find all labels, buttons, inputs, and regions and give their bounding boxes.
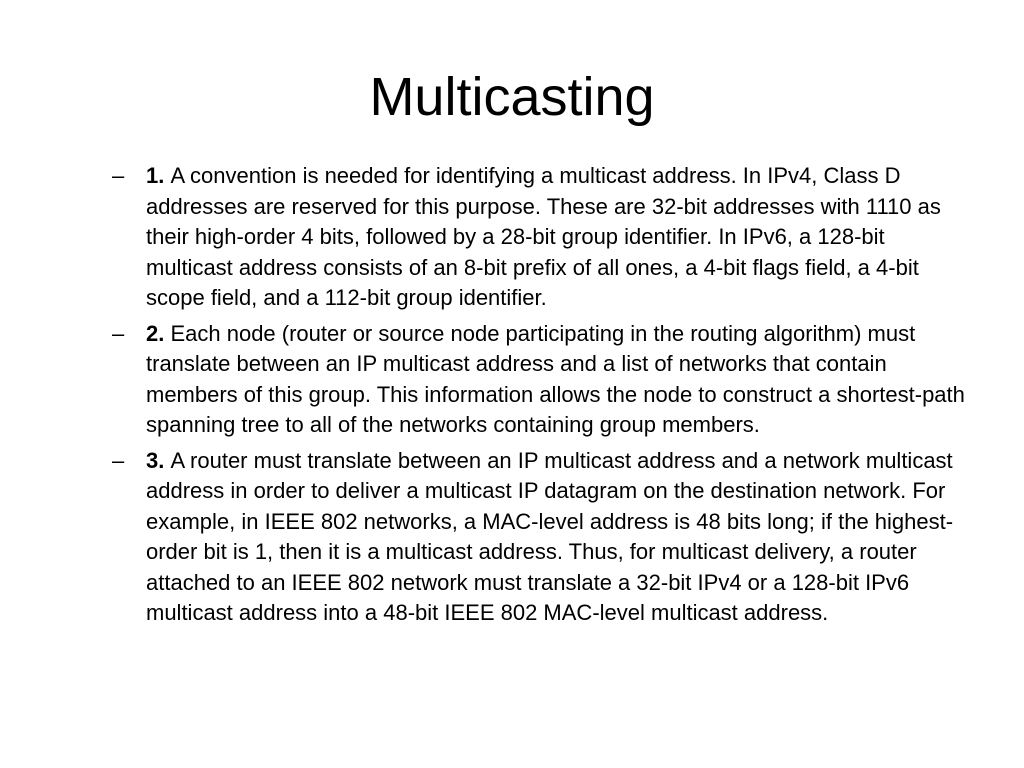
slide-title: Multicasting [369, 67, 655, 127]
bullet-item [112, 161, 972, 314]
bullet-item [112, 319, 972, 441]
bullet-dash: – [112, 447, 125, 473]
bullet-text: Each node (router or source node participating in the routing algorithm) must translate between an IP multicast address and a list of networks that contain members of this group. This information allows the node to construct a shortest-path spanning tree to all of the networks containing group members. [146, 320, 965, 437]
bullet-number: 2. [146, 320, 171, 346]
bullet-item [112, 446, 972, 629]
bullet-number: 1. [146, 163, 171, 188]
bullet-number: 3. [146, 447, 171, 473]
bullet-dash: – [112, 163, 125, 188]
bullet-list [112, 161, 972, 634]
bullet-dash: – [112, 320, 125, 346]
bullet-text: A convention is needed for identifying a multicast address. In IPv4, Class D addresses are reserved for this purpose. These are 32-bit addresses with 1110 as their high-order 4 bits, followed by a 28-bit group identifier. In IPv6, a 128-bit multicast address consists of an 8-bit prefix of all ones, a 4-bit flags field, a 4-bit scope field, and a 112-bit group identifier. [146, 163, 941, 310]
bullet-text: A router must translate between an IP multicast address and a network multicast address in order to deliver a multicast IP datagram on the destination network. For example, in IEEE 802 networks, a MAC-level address is 48 bits long; if the highest-order bit is 1, then it is a multicast address. Thus, for multicast delivery, a router attached to an IEEE 802 network must translate a 32-bit IPv4 or a 128-bit IPv6 multicast address into a 48-bit IEEE 802 MAC-level multicast address. [146, 447, 954, 625]
